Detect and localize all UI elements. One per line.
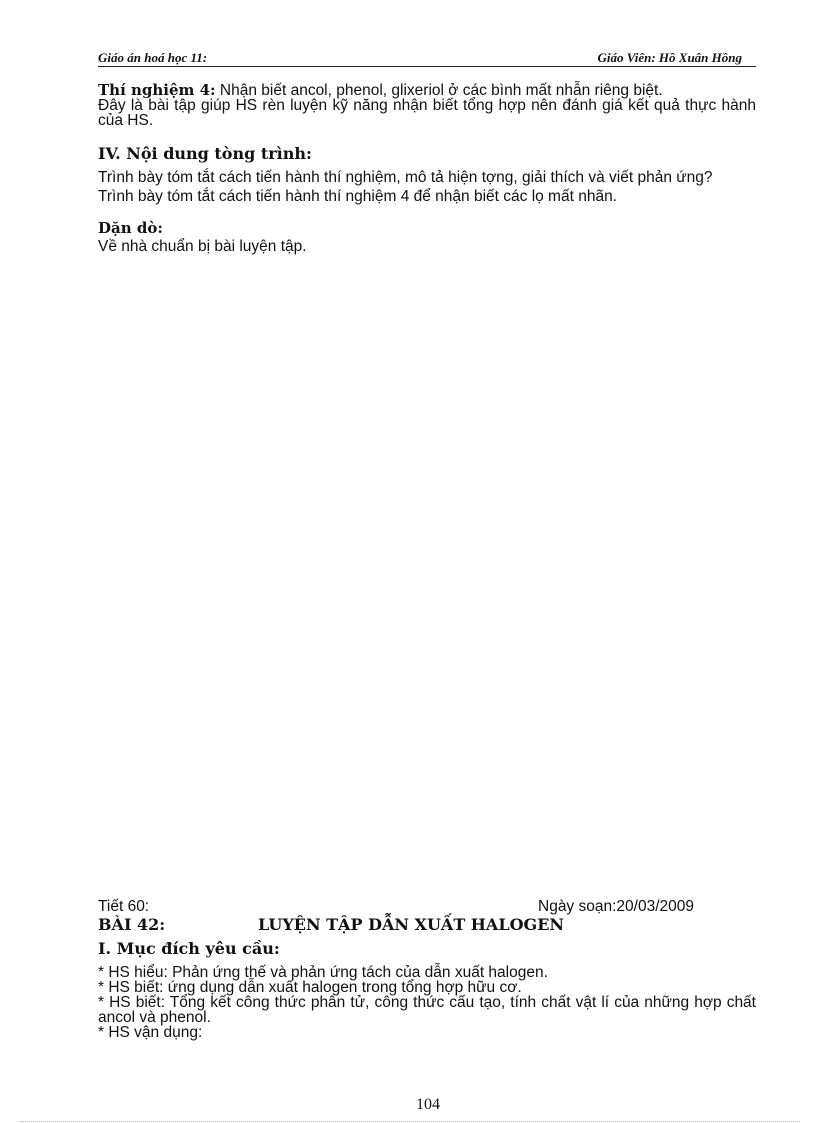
experiment-4-text: Nhận biết ancol, phenol, glixeriol ở các bình mất nhẫn riêng biệt.: [215, 82, 663, 99]
section-4-title: IV. Nội dung tòng trình:: [98, 144, 312, 163]
header-left: Giáo án hoá học 11:: [98, 50, 208, 65]
section-1-list: [98, 965, 756, 1040]
page-number: 104: [416, 1096, 440, 1113]
section-4-body: [98, 170, 756, 204]
section-4-paragraph-1: Trình bày tóm tắt cách tiến hành thí nghiệm, mô tả hiện tợng, giải thích và viết phản ứng?: [98, 169, 713, 186]
list-item: * HS hiểu: Phản ứng thế và phản ứng tách của dẫn xuất halogen.: [98, 964, 548, 981]
list-item: * HS vận dụng:: [98, 1024, 203, 1041]
lesson-title: LUYỆN TẬP DẪN XUẤT HALOGEN: [258, 915, 565, 934]
lesson-period: Tiết 60:: [98, 898, 150, 915]
header-right: Giáo Viên: Hồ Xuân Hồng: [597, 50, 742, 65]
footer-divider: [20, 1121, 800, 1122]
list-item: * HS biết: ứng dụng dẫn xuất halogen trong tổng hợp hữu cơ.: [98, 979, 522, 996]
page-header: [98, 50, 756, 67]
experiment-4: [98, 83, 756, 128]
experiment-4-line: [98, 83, 756, 98]
dan-do-title: Dặn dò:: [98, 219, 163, 237]
preparation-date: Ngày soạn:20/03/2009: [538, 898, 694, 915]
section-1-title: I. Mục đích yêu cầu:: [98, 939, 280, 958]
dan-do-text: Về nhà chuẩn bị bài luyện tập.: [98, 238, 307, 255]
lesson-number: BÀI 42:: [98, 915, 166, 934]
experiment-4-label: Thí nghiệm 4:: [98, 81, 216, 99]
experiment-4-note: Đây là bài tập giúp HS rèn luyện kỹ năng nhận biết tổng hợp nên đánh giá kết quả thực hành của HS.: [98, 97, 756, 129]
list-item: * HS biết: Tổng kết công thức phân tử, công thức cấu tạo, tính chất vật lí của những hợp chất ancol và phenol.: [98, 994, 756, 1026]
section-4-paragraph-2: Trình bày tóm tắt cách tiến hành thí nghiệm 4 để nhận biết các lọ mất nhãn.: [98, 188, 617, 205]
